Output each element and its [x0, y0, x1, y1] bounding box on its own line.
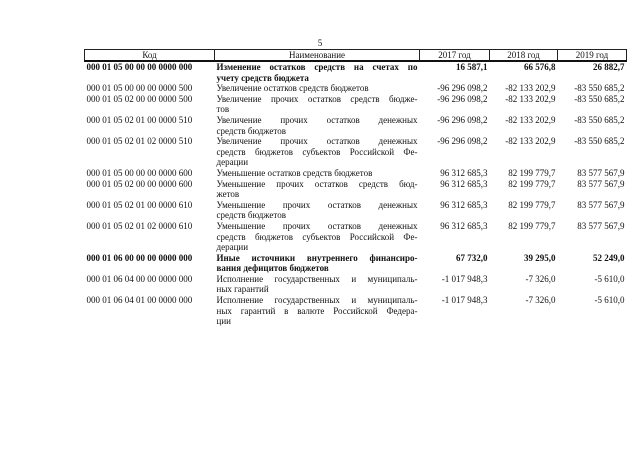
row-value-2017: 96 312 685,3	[440, 220, 488, 231]
table-row	[85, 94, 627, 115]
row-code: 000 01 05 02 01 02 0000 610	[86, 220, 193, 231]
row-code: 000 01 06 00 00 00 0000 000	[86, 252, 193, 263]
column-header-code: Код	[85, 50, 215, 62]
row-name-line: Уменьшение остатков средств бюджетов	[216, 167, 373, 178]
row-name-line: Уменьшение прочих остатков денежных	[216, 199, 418, 210]
row-value-2018: -82 133 202,9	[505, 93, 556, 104]
row-name-line: Изменение остатков средств на счетах по	[216, 62, 418, 72]
row-name-line: ных гарантий в валюте Российской Федера-	[216, 305, 418, 316]
row-value-2019: -5 610,0	[594, 295, 625, 306]
row-value-2018: 39 295,0	[524, 252, 556, 263]
budget-sources-table	[84, 49, 627, 327]
row-value-2019: 52 249,0	[593, 252, 625, 263]
row-code: 000 01 06 04 00 00 0000 000	[86, 273, 193, 284]
row-value-2018: 82 199 779,7	[508, 220, 556, 231]
row-name	[215, 168, 420, 179]
row-value-2019: 83 577 567,9	[577, 167, 625, 178]
row-name	[215, 253, 420, 274]
row-value-2019: 83 577 567,9	[577, 220, 625, 231]
row-value-2017: -96 296 098,2	[437, 136, 488, 147]
row-value-2019: -83 550 685,2	[574, 83, 625, 94]
column-header-2019: 2019 год	[558, 50, 627, 62]
row-value-2017: 96 312 685,3	[440, 167, 488, 178]
row-value-2017: 96 312 685,3	[440, 199, 488, 210]
row-name-line: Увеличение прочих остатков средств бюдже-	[216, 93, 418, 104]
row-name	[215, 61, 420, 83]
row-name-line: Уменьшение прочих остатков денежных	[216, 220, 418, 231]
row-value-2017: 67 732,0	[456, 252, 488, 263]
table-body	[85, 61, 627, 327]
row-name-line: Иные источники внутреннего финансиро-	[216, 252, 418, 263]
table-row	[85, 83, 627, 94]
row-code: 000 01 05 02 01 00 0000 610	[86, 199, 193, 210]
table-row	[85, 295, 627, 327]
row-value-2018: 82 199 779,7	[508, 199, 556, 210]
row-name-line: средств бюджетов	[216, 210, 286, 221]
column-header-2017: 2017 год	[420, 50, 490, 62]
row-value-2017: -96 296 098,2	[437, 114, 488, 125]
page-number: 5	[317, 38, 323, 48]
row-value-2018: -82 133 202,9	[505, 136, 556, 147]
row-value-2018: -7 326,0	[525, 295, 556, 306]
row-code: 000 01 06 04 01 00 0000 000	[86, 295, 193, 306]
row-name-line: средств бюджетов субъектов Российской Фе-	[216, 231, 418, 242]
row-name-line: ных гарантий	[216, 284, 269, 295]
row-value-2019: -83 550 685,2	[574, 114, 625, 125]
row-value-2018: 82 199 779,7	[508, 167, 556, 178]
table-row	[85, 136, 627, 168]
row-name-line: тов	[216, 104, 230, 115]
table-row	[85, 115, 627, 136]
row-value-2017: -96 296 098,2	[437, 93, 488, 104]
row-name	[215, 115, 420, 136]
row-name	[215, 136, 420, 168]
table-row	[85, 200, 627, 221]
row-name	[215, 295, 420, 327]
row-value-2017: -1 017 948,3	[441, 295, 488, 306]
row-name	[215, 179, 420, 200]
row-name	[215, 200, 420, 221]
table-row	[85, 253, 627, 274]
row-value-2018: 82 199 779,7	[508, 178, 556, 189]
column-header-2018: 2018 год	[490, 50, 558, 62]
row-name-line: средств бюджетов субъектов Российской Фе-	[216, 146, 418, 157]
table-row	[85, 274, 627, 295]
row-name	[215, 274, 420, 295]
row-name-line: Исполнение государственных и муниципаль-	[216, 295, 418, 306]
table-row	[85, 221, 627, 253]
row-name	[215, 94, 420, 115]
row-value-2019: -83 550 685,2	[574, 93, 625, 104]
row-code: 000 01 05 00 00 00 0000 500	[86, 83, 193, 94]
table-header-row	[85, 50, 627, 62]
row-value-2018: 66 576,8	[524, 62, 556, 72]
row-value-2019: 83 577 567,9	[577, 199, 625, 210]
row-name-line: Уменьшение прочих остатков средств бюд-	[216, 178, 418, 189]
row-code: 000 01 05 02 00 00 0000 600	[86, 178, 193, 189]
row-value-2017: 16 587,1	[456, 62, 488, 72]
row-value-2017: -1 017 948,3	[441, 273, 488, 284]
row-name-line: Увеличение остатков средств бюджетов	[216, 83, 369, 94]
row-name-line: дерации	[216, 157, 249, 168]
column-header-name: Наименование	[215, 50, 420, 62]
row-value-2017: 96 312 685,3	[440, 178, 488, 189]
row-value-2019: -5 610,0	[594, 273, 625, 284]
row-value-2018: -7 326,0	[525, 273, 556, 284]
row-name-line: жетов	[216, 189, 240, 200]
row-value-2018: -82 133 202,9	[505, 83, 556, 94]
row-name	[215, 221, 420, 253]
row-name-line: Исполнение государственных и муниципаль-	[216, 273, 418, 284]
row-name-line: учету средств бюджета	[216, 72, 309, 83]
row-name	[215, 83, 420, 94]
row-value-2019: 83 577 567,9	[577, 178, 625, 189]
row-code: 000 01 05 02 01 02 0000 510	[86, 136, 193, 147]
row-value-2019: -83 550 685,2	[574, 136, 625, 147]
row-name-line: Увеличение прочих остатков денежных	[216, 136, 418, 147]
row-code: 000 01 05 02 00 00 0000 500	[86, 93, 193, 104]
row-value-2017: -96 296 098,2	[437, 83, 488, 94]
row-name-line: ции	[216, 316, 231, 327]
row-code: 000 01 05 00 00 00 0000 600	[86, 167, 193, 178]
row-name-line: средств бюджетов	[216, 125, 286, 136]
table-row	[85, 61, 627, 83]
row-code: 000 01 05 02 01 00 0000 510	[86, 114, 193, 125]
row-name-line: вания дефицитов бюджетов	[216, 263, 329, 274]
row-name-line: дерации	[216, 242, 249, 253]
row-code: 000 01 05 00 00 00 0000 000	[86, 62, 193, 72]
table-row	[85, 179, 627, 200]
table-row	[85, 168, 627, 179]
row-name-line: Увеличение прочих остатков денежных	[216, 114, 418, 125]
row-value-2019: 26 882,7	[593, 62, 625, 72]
row-value-2018: -82 133 202,9	[505, 114, 556, 125]
